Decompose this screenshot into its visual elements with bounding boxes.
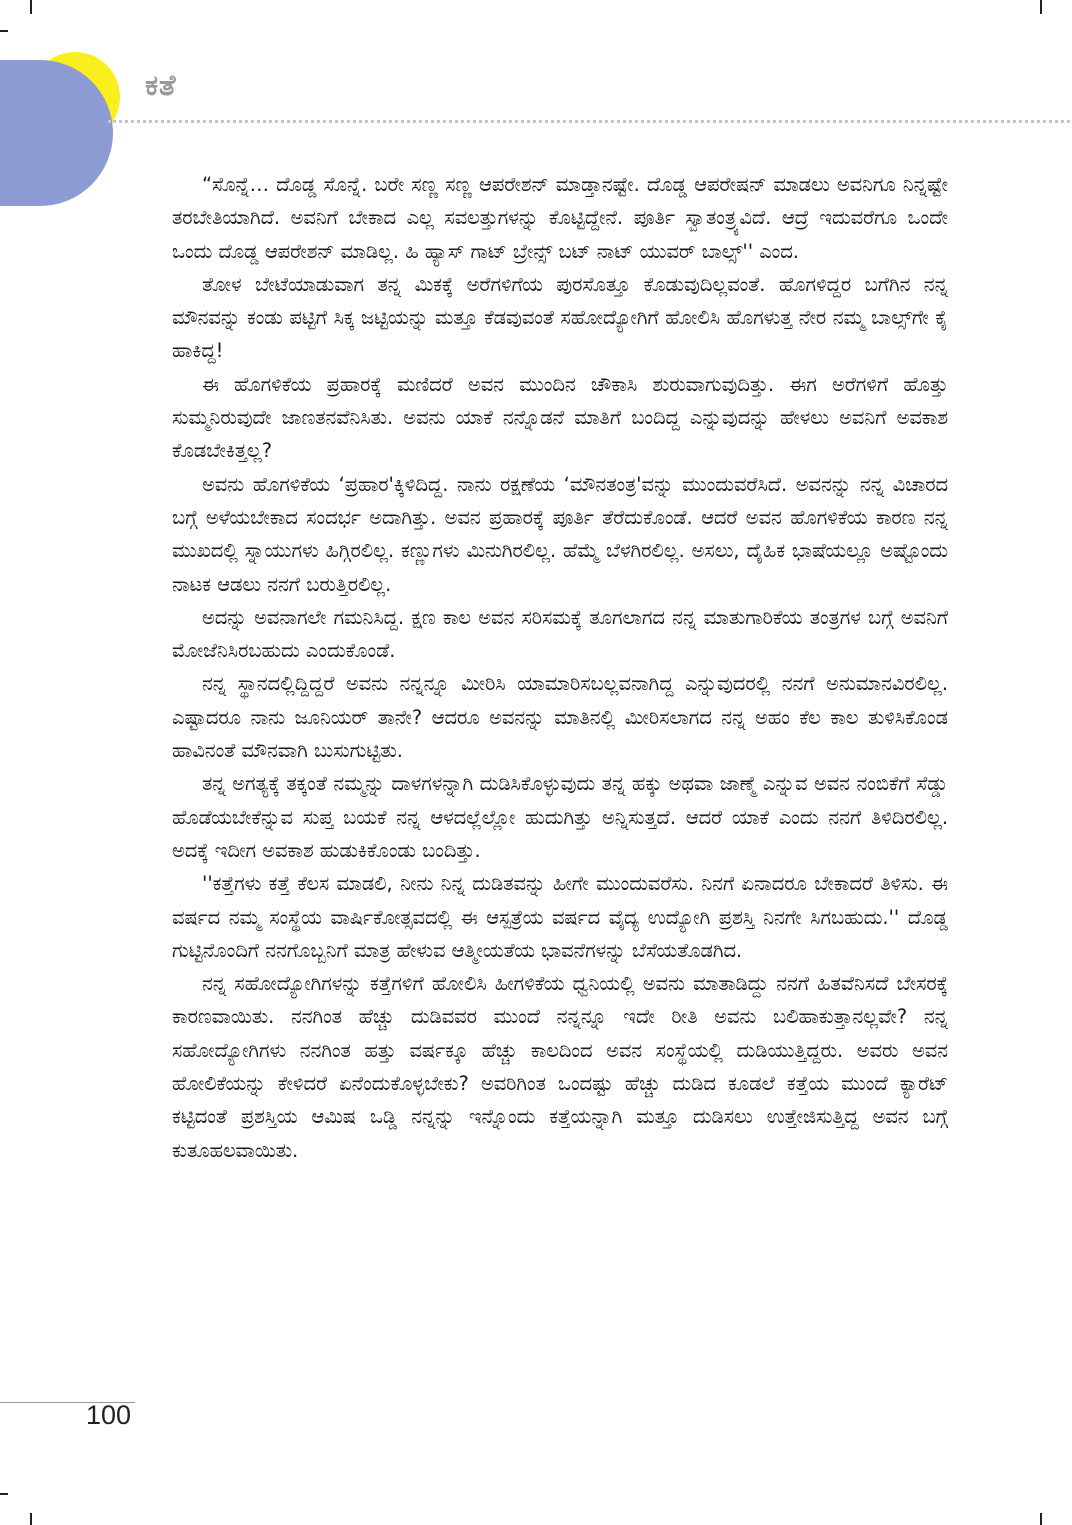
dotted-divider [108, 120, 1070, 123]
paragraph: ಈ ಹೊಗಳಿಕೆಯ ಪ್ರಹಾರಕ್ಕೆ ಮಣಿದರೆ ಅವನ ಮುಂದಿನ ಚೌಕಾಸಿ ಶುರುವಾಗುವುದಿತ್ತು. ಈಗ ಅರೆಗಳಿಗೆ ಹೊತ್ತು ಸುಮ್ಮನಿರುವುದೇ ಜಾಣತನವೆನಿಸಿತು. ಅವನು ಯಾಕೆ ನನ್ನೊಡನೆ ಮಾತಿಗೆ ಬಂದಿದ್ದ ಎನ್ನುವುದನ್ನು ಹೇಳಲು ಅವನಿಗೆ ಅವಕಾಶ ಕೊಡಬೇಕಿತ್ತಲ್ಲ? [172, 372, 948, 463]
crop-mark-left-lower [0, 1493, 8, 1495]
paragraph: ನನ್ನ ಸಹೋದ್ಯೋಗಿಗಳನ್ನು ಕತ್ತೆಗಳಿಗೆ ಹೋಲಿಸಿ ಹೀಗಳಿಕೆಯ ಧ್ವನಿಯಲ್ಲಿ ಅವನು ಮಾತಾಡಿದ್ದು ನನಗೆ ಹಿತವೆನಿಸದೆ ಬೇಸರಕ್ಕೆ ಕಾರಣವಾಯಿತು. ನನಗಿಂತ ಹೆಚ್ಚು ದುಡಿವವರ ಮುಂದೆ ನನ್ನನ್ನೂ ಇದೇ ರೀತಿ ಅವನು ಬಲಿಹಾಕುತ್ತಾನಲ್ಲವೇ? ನನ್ನ ಸಹೋದ್ಯೋಗಿಗಳು ನನಗಿಂತ ಹತ್ತು ವರ್ಷಕ್ಕೂ ಹೆಚ್ಚು ಕಾಲದಿಂದ ಅವನ ಸಂಸ್ಥೆಯಲ್ಲಿ ದುಡಿಯುತ್ತಿದ್ದರು. ಅವರು ಅವನ ಹೋಲಿಕೆಯನ್ನು ಕೇಳಿದರೆ ಏನೆಂದುಕೊಳ್ಳಬೇಕು? ಅವರಿಗಿಂತ ಒಂದಷ್ಟು ಹೆಚ್ಚು ದುಡಿದ ಕೂಡಲೆ ಕತ್ತೆಯ ಮುಂದೆ ಕ್ಯಾರೆಟ್ ಕಟ್ಟಿದಂತೆ ಪ್ರಶಸ್ತಿಯ ಆಮಿಷ ಒಡ್ಡಿ ನನ್ನನ್ನು ಇನ್ನೊಂದು ಕತ್ತೆಯನ್ನಾಗಿ ಮತ್ತೂ ದುಡಿಸಲು ಉತ್ತೇಜಿಸುತ್ತಿದ್ದ ಅವನ ಬಗ್ಗೆ ಕುತೂಹಲವಾಯಿತು. [172, 972, 948, 1162]
crop-mark-bottom-left [30, 1513, 32, 1525]
crop-mark-top-left [30, 0, 32, 14]
section-title: ಕತೆ [145, 68, 177, 102]
paragraph: ''ಕತ್ತೆಗಳು ಕತ್ತೆ ಕೆಲಸ ಮಾಡಲಿ, ನೀನು ನಿನ್ನ ದುಡಿತವನ್ನು ಹೀಗೇ ಮುಂದುವರೆಸು. ನಿನಗೆ ಏನಾದರೂ ಬೇಕಾದರೆ ತಿಳಿಸು. ಈ ವರ್ಷದ ನಮ್ಮ ಸಂಸ್ಥೆಯ ವಾರ್ಷಿಕೋತ್ಸವದಲ್ಲಿ ಈ ಆಸ್ಪತ್ರೆಯ ವರ್ಷದ ವೈದ್ಯ ಉದ್ಯೋಗಿ ಪ್ರಶಸ್ತಿ ನಿನಗೇ ಸಿಗಬಹುದು.'' ದೊಡ್ಡ ಗುಟ್ಟಿನೊಂದಿಗೆ ನನಗೊಬ್ಬನಿಗೆ ಮಾತ್ರ ಹೇಳುವ ಆತ್ಮೀಯತೆಯ ಭಾವನೆಗಳನ್ನು ಬೆಸೆಯತೊಡಗಿದ. [172, 872, 948, 962]
paragraph: ತನ್ನ ಅಗತ್ಯಕ್ಕೆ ತಕ್ಕಂತೆ ನಮ್ಮನ್ನು ದಾಳಗಳನ್ನಾಗಿ ದುಡಿಸಿಕೊಳ್ಳುವುದು ತನ್ನ ಹಕ್ಕು ಅಥವಾ ಜಾಣ್ಮೆ ಎನ್ನುವ ಅವನ ನಂಬಿಕೆಗೆ ಸೆಡ್ಡು ಹೊಡೆಯಬೇಕೆನ್ನುವ ಸುಪ್ತ ಬಯಕೆ ನನ್ನ ಆಳದಲ್ಲೆಲ್ಲೋ ಹುದುಗಿತ್ತು ಅನ್ನಿಸುತ್ತದೆ. ಆದರೆ ಯಾಕೆ ಎಂದು ನನಗೆ ತಿಳಿದಿರಲಿಲ್ಲ. ಅದಕ್ಕೆ ಇದೀಗ ಅವಕಾಶ ಹುಡುಕಿಕೊಂಡು ಬಂದಿತ್ತು. [172, 772, 948, 862]
crop-mark-top-right [1040, 0, 1042, 14]
paragraph: ನನ್ನ ಸ್ಥಾನದಲ್ಲಿದ್ದಿದ್ದರೆ ಅವನು ನನ್ನನ್ನೂ ಮೀರಿಸಿ ಯಾಮಾರಿಸಬಲ್ಲವನಾಗಿದ್ದ ಎನ್ನುವುದರಲ್ಲಿ ನನಗೆ ಅನುಮಾನವಿರಲಿಲ್ಲ. ಎಷ್ಟಾದರೂ ನಾನು ಜೂನಿಯರ್ ತಾನೇ? ಆದರೂ ಅವನನ್ನು ಮಾತಿನಲ್ಲಿ ಮೀರಿಸಲಾಗದ ನನ್ನ ಅಹಂ ಕೆಲ ಕಾಲ ತುಳಿಸಿಕೊಂಡ ಹಾವಿನಂತೆ ಮೌನವಾಗಿ ಬುಸುಗುಟ್ಟಿತು. [172, 672, 948, 763]
paragraph: “ಸೊನ್ನೆ… ದೊಡ್ಡ ಸೊನ್ನೆ. ಬರೇ ಸಣ್ಣ ಸಣ್ಣ ಆಪರೇಶನ್ ಮಾಡ್ತಾನಷ್ಟೇ. ದೊಡ್ಡ ಆಪರೇಷನ್ ಮಾಡಲು ಅವನಿಗೂ ನಿನ್ನಷ್ಟೇ ತರಬೇತಿಯಾಗಿದೆ. ಅವನಿಗೆ ಬೇಕಾದ ಎಲ್ಲ ಸವಲತ್ತುಗಳನ್ನು ಕೊಟ್ಟಿದ್ದೇನೆ. ಪೂರ್ತಿ ಸ್ವಾತಂತ್ರ್ಯವಿದೆ. ಆದ್ರೆ ಇದುವರೆಗೂ ಒಂದೇ ಒಂದು ದೊಡ್ಡ ಆಪರೇಶನ್ ಮಾಡಿಲ್ಲ. ಹಿ ಹ್ಯಾಸ್ ಗಾಟ್ ಬ್ರೇನ್ಸ್ ಬಟ್ ನಾಟ್ ಯುವರ್ ಬಾಲ್ಸ್'' ಎಂದ. [172, 173, 948, 263]
story-body [172, 168, 948, 1167]
crop-mark-bottom-right [1040, 1513, 1042, 1525]
crop-mark-left-upper [0, 30, 8, 32]
paragraph: ತೋಳ ಬೇಟೆಯಾಡುವಾಗ ತನ್ನ ಮಿಕಕ್ಕೆ ಅರೆಗಳಿಗೆಯ ಪುರಸೊತ್ತೂ ಕೊಡುವುದಿಲ್ಲವಂತೆ. ಹೊಗಳಿದ್ದರ ಬಗೆಗಿನ ನನ್ನ ಮೌನವನ್ನು ಕಂಡು ಪಟ್ಟಿಗೆ ಸಿಕ್ಕ ಜಟ್ಟಿಯನ್ನು ಮತ್ತೂ ಕೆಡವುವಂತೆ ಸಹೋದ್ಯೋಗಿಗೆ ಹೋಲಿಸಿ ಹೊಗಳುತ್ತ ನೇರ ನಮ್ಮ ಬಾಲ್ಸ್‌ಗೇ ಕೈ ಹಾಕಿದ್ದ! [172, 272, 948, 363]
page-number: 100 [86, 1400, 132, 1430]
paragraph: ಅವನು ಹೊಗಳಿಕೆಯ ‘ಪ್ರಹಾರ'ಕ್ಕಿಳಿದಿದ್ದ. ನಾನು ರಕ್ಷಣೆಯ ‘ಮೌನತಂತ್ರ'ವನ್ನು ಮುಂದುವರೆಸಿದೆ. ಅವನನ್ನು ನನ್ನ ವಿಚಾರದ ಬಗ್ಗೆ ಅಳೆಯಬೇಕಾದ ಸಂದರ್ಭ ಅದಾಗಿತ್ತು. ಅವನ ಪ್ರಹಾರಕ್ಕೆ ಪೂರ್ತಿ ತೆರೆದುಕೊಂಡೆ. ಆದರೆ ಅವನ ಹೊಗಳಿಕೆಯ ಕಾರಣ ನನ್ನ ಮುಖದಲ್ಲಿ ಸ್ನಾಯುಗಳು ಹಿಗ್ಗಿರಲಿಲ್ಲ. ಕಣ್ಣುಗಳು ಮಿನುಗಿರಲಿಲ್ಲ. ಹೆಮ್ಮೆ ಬೆಳಗಿರಲಿಲ್ಲ. ಅಸಲು, ದೈಹಿಕ ಭಾಷೆಯಲ್ಲೂ ಅಷ್ಟೊಂದು ನಾಟಕ ಆಡಲು ನನಗೆ ಬರುತ್ತಿರಲಿಲ್ಲ. [172, 472, 948, 596]
paragraph: ಅದನ್ನು ಅವನಾಗಲೇ ಗಮನಿಸಿದ್ದ. ಕ್ಷಣ ಕಾಲ ಅವನ ಸರಿಸಮಕ್ಕೆ ತೂಗಲಾಗದ ನನ್ನ ಮಾತುಗಾರಿಕೆಯ ತಂತ್ರಗಳ ಬಗ್ಗೆ ಅವನಿಗೆ ಮೋಜೆನಿಸಿರಬಹುದು ಎಂದುಕೊಂಡೆ. [172, 605, 948, 663]
